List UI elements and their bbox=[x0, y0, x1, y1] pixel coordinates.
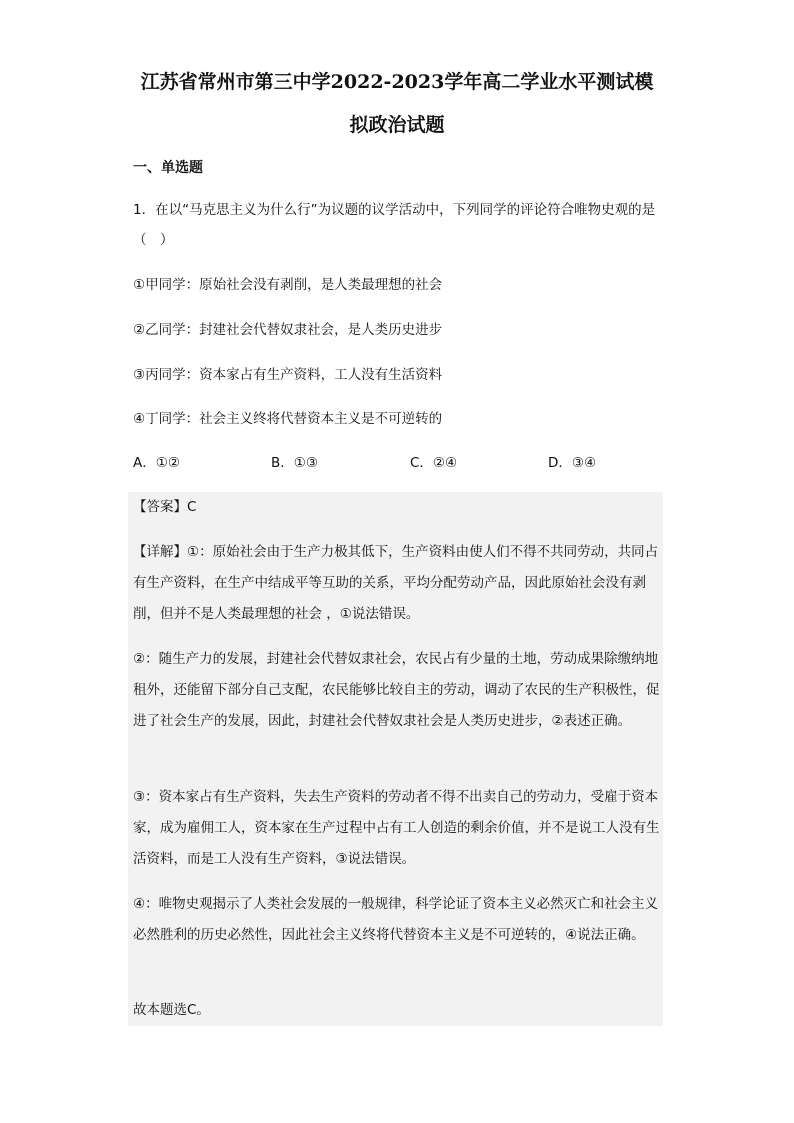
question-stem: 1．在以“马克思主义为什么行”为议题的议学活动中，下列同学的评论符合唯物史观的是（ ） bbox=[133, 202, 656, 248]
option-b: B．①③ bbox=[271, 455, 318, 471]
explanation-2: ②：随生产力的发展，封建社会代替奴隶社会，农民占有少量的土地，劳动成果除缴纳地租外，还能留下部分自己支配，农民能够比较自主的劳动，调动了农民的生产积极性，促进了社会生产的发展，因此，封建社会代替奴隶社会是人类历史进步，②表述正确。 bbox=[133, 651, 660, 729]
answer-label: 【答案】C bbox=[133, 499, 197, 515]
explanation-4: ④：唯物史观揭示了人类社会发展的一般规律，科学论证了资本主义必然灭亡和社会主义必然胜利的历史必然性，因此社会主义终将代替资本主义是不可逆转的，④说法正确。 bbox=[133, 896, 659, 943]
document-title-line-1: 江苏省常州市第三中学2022-2023学年高二学业水平测试模 bbox=[140, 71, 654, 93]
option-a: A．①② bbox=[133, 455, 180, 471]
explanation-3: ③：资本家占有生产资料，失去生产资料的劳动者不得不出卖自己的劳动力，受雇于资本家，成为雇佣工人，资本家在生产过程中占有工人创造的剩余价值，并不是说工人没有生活资料，而是工人没有生产资料，③说法错误。 bbox=[133, 789, 660, 867]
explanation-1 bbox=[133, 537, 661, 630]
section-heading: 一、单选题 bbox=[133, 160, 203, 176]
statement-4: ④丁同学：社会主义终将代替资本主义是不可逆转的 bbox=[133, 411, 443, 427]
statement-1: ①甲同学：原始社会没有剥削，是人类最理想的社会 bbox=[133, 277, 443, 293]
answer-conclusion: 故本题选C。 bbox=[133, 1002, 210, 1018]
explanation-1-text: ①：原始社会由于生产力极其低下，生产资料由使人们不得不共同劳动，共同占有生产资料，在生产中结成平等互助的关系，平均分配劳动产品，因此原始社会没有剥削，但并不是人类最理想的社会 ，①说法错误。 bbox=[133, 544, 659, 622]
detail-label: 【详解】 bbox=[133, 544, 187, 560]
option-d: D．③④ bbox=[548, 455, 597, 471]
document-title-line-2: 拟政治试题 bbox=[349, 114, 445, 136]
statement-2: ②乙同学：封建社会代替奴隶社会，是人类历史进步 bbox=[133, 322, 443, 338]
option-c: C．②④ bbox=[410, 455, 458, 471]
statement-3: ③丙同学：资本家占有生产资料，工人没有生活资料 bbox=[133, 367, 443, 383]
answer-options bbox=[133, 448, 663, 478]
